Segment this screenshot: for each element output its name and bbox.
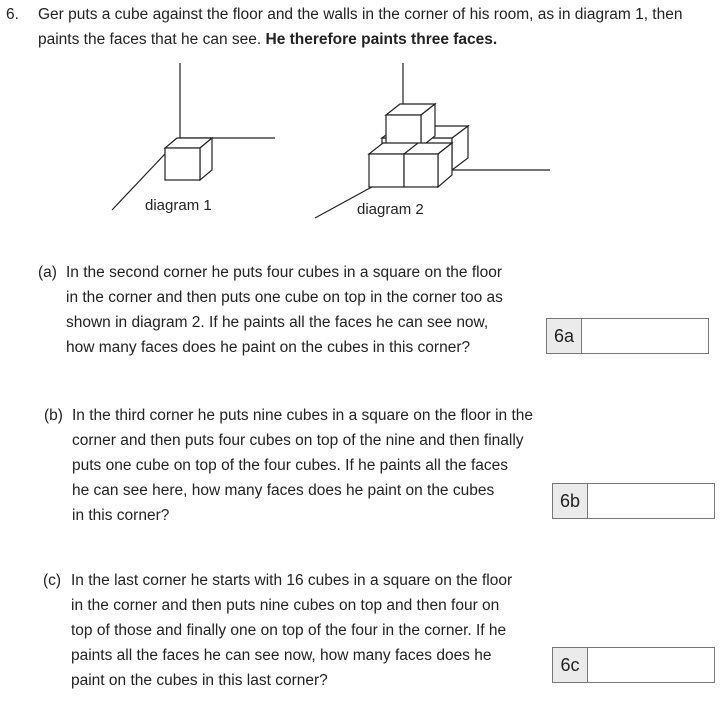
answer-field-6c[interactable] — [588, 648, 714, 682]
diagrams-area — [0, 55, 726, 230]
answer-tag-6c: 6c — [553, 648, 588, 682]
part-c-line: top of those and finally one on top of the four in the corner. If he — [71, 622, 507, 639]
part-a-label: (a) — [38, 264, 57, 281]
answer-box-6b[interactable] — [552, 483, 715, 519]
diagram-2-label: diagram 2 — [357, 201, 424, 218]
part-a-line: in the corner and then puts one cube on top in the corner too as — [66, 289, 503, 306]
intro-line-1: Ger puts a cube against the floor and the walls in the corner of his room, as in diagram 1, then — [38, 6, 683, 23]
part-b-line: In the third corner he puts nine cubes in a square on the floor in the — [72, 407, 533, 424]
answer-tag-6a: 6a — [547, 319, 582, 353]
question-number: 6. — [6, 6, 19, 23]
part-c-label: (c) — [43, 572, 62, 589]
part-a-line: shown in diagram 2. If he paints all the faces he can see now, — [66, 314, 489, 331]
part-c-line: paints all the faces he can see now, how many faces does he — [71, 647, 492, 664]
part-c-line: in the corner and then puts nine cubes on top and then four on — [71, 597, 500, 614]
part-b-text — [72, 403, 533, 528]
intro-line-2 — [38, 27, 682, 52]
question-intro — [38, 2, 682, 52]
diagram-1-cube — [165, 138, 212, 180]
part-b-line: puts one cube on top of the four cubes. If he paints all the faces — [72, 457, 509, 474]
part-c-line: In the last corner he starts with 16 cubes in a square on the floor — [71, 572, 513, 589]
diagram-1-label: diagram 1 — [145, 197, 212, 214]
part-b-label: (b) — [44, 407, 63, 424]
answer-field-6a[interactable] — [582, 319, 708, 353]
diagram-2-top-cube — [386, 104, 435, 147]
part-a-text — [66, 260, 503, 360]
part-b-line: in this corner? — [72, 507, 170, 524]
diagram-2-front-row — [369, 143, 452, 187]
answer-box-6c[interactable] — [552, 647, 715, 683]
part-b-line: he can see here, how many faces does he paint on the cubes — [72, 482, 495, 499]
answer-box-6a[interactable] — [546, 318, 709, 354]
part-a-line: how many faces does he paint on the cubes in this corner? — [66, 339, 471, 356]
intro-line-2-plain: paints the faces that he can see. — [38, 31, 262, 48]
answer-field-6b[interactable] — [588, 484, 714, 518]
part-c-text — [71, 568, 512, 693]
part-a-line: In the second corner he puts four cubes in a square on the floor — [66, 264, 502, 281]
part-b-line: corner and then puts four cubes on top of the nine and then finally — [72, 432, 524, 449]
part-c-line: paint on the cubes in this last corner? — [71, 672, 328, 689]
diagram-1-corner — [112, 63, 275, 210]
answer-tag-6b: 6b — [553, 484, 588, 518]
intro-line-2-bold: He therefore paints three faces. — [265, 31, 498, 48]
